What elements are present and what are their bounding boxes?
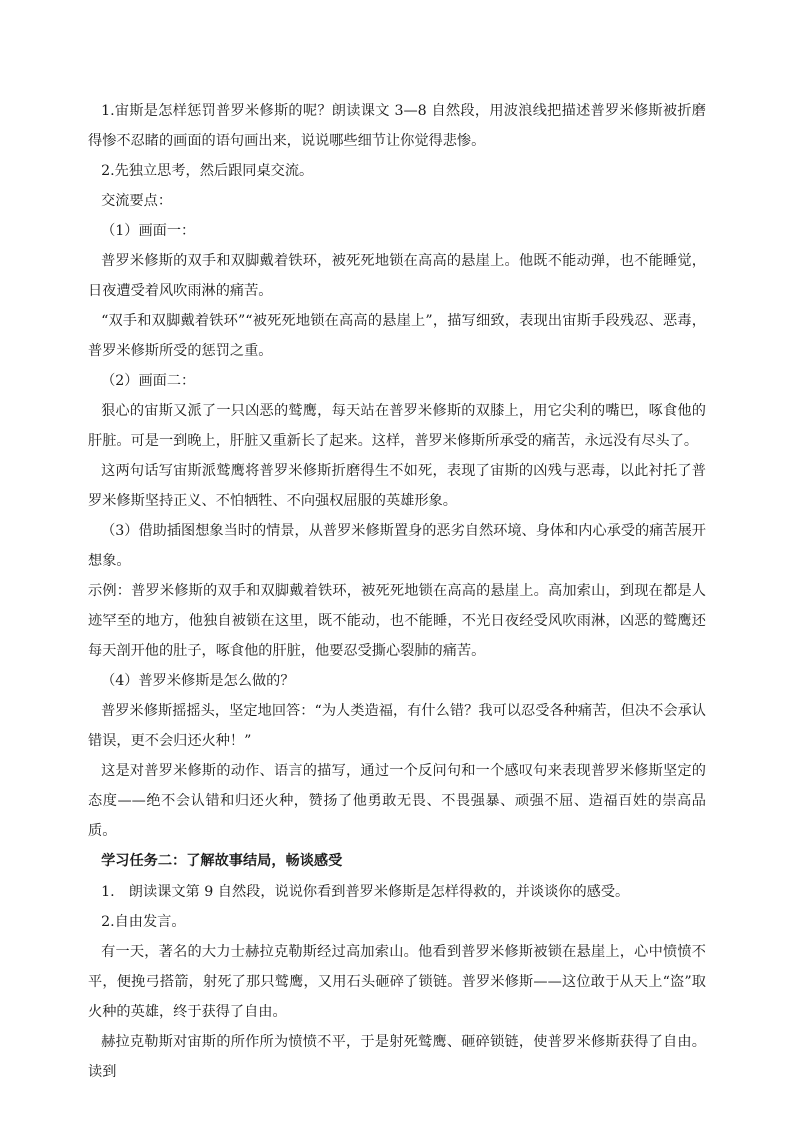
paragraph-question-4: （4）普罗米修斯是怎么做的？ — [101, 673, 295, 689]
paragraph-rescue-analysis: 赫拉克勒斯对宙斯的所作所为愤愤不平，于是射死鹫鹰、砸碎锁链，使普罗米修斯获得了自由。读到 — [88, 1034, 706, 1080]
paragraph-question-1: 1.宙斯是怎样惩罚普罗米修斯的呢？朗读课文 3—8 自然段，用波浪线把描述普罗米修斯被折磨得惨不忍睹的画面的语句画出来，说说哪些细节让你觉得悲惨。 — [88, 103, 706, 149]
paragraph-rescue-story: 有一天，著名的大力士赫拉克勒斯经过高加索山。他看到普罗米修斯被锁在悬崖上，心中愤愤不平，便挽弓搭箭，射死了那只鹫鹰，又用石头砸碎了锁链。普罗米修斯——这位敢于从天上“盗”取火种的英雄，终于获得了自由。 — [88, 944, 706, 1020]
section-heading-task-2: 学习任务二：了解故事结局，畅谈感受 — [101, 853, 343, 869]
paragraph-step-2: 2.先独立思考，然后跟同桌交流。 — [101, 163, 314, 179]
paragraph-scene-2-analysis: 这两句话写宙斯派鹫鹰将普罗米修斯折磨得生不如死，表现了宙斯的凶残与恶毒，以此衬托了普罗米修斯坚持正义、不怕牺牲、不向强权屈服的英雄形象。 — [88, 463, 706, 509]
paragraph-scene-1-label: （1）画面一： — [101, 223, 196, 239]
paragraph-reply-analysis: 这是对普罗米修斯的动作、语言的描写，通过一个反问句和一个感叹句来表现普罗米修斯坚定的态度——绝不会认错和归还火种，赞扬了他勇敢无畏、不畏强暴、顽强不屈、造福百姓的崇高品质。 — [88, 763, 706, 839]
paragraph-example: 示例：普罗米修斯的双手和双脚戴着铁环，被死死地锁在高高的悬崖上。高加索山，到现在都是人迹罕至的地方，他独自被锁在这里，既不能动，也不能睡，不光日夜经受风吹雨淋，凶恶的鹫鹰还每天剖开他的肚子，啄食他的肝脏，他要忍受撕心裂肺的痛苦。 — [88, 583, 706, 659]
paragraph-scene-1-text: 普罗米修斯的双手和双脚戴着铁环，被死死地锁在高高的悬崖上。他既不能动弹，也不能睡觉，日夜遭受着风吹雨淋的痛苦。 — [88, 253, 706, 299]
paragraph-task-2-step-2: 2.自由发言。 — [101, 914, 186, 930]
paragraph-imagine-instruction: （3）借助插图想象当时的情景，从普罗米修斯置身的恶劣自然环境、身体和内心承受的痛苦展开想象。 — [88, 523, 706, 569]
paragraph-scene-2-text: 狠心的宙斯又派了一只凶恶的鹫鹰，每天站在普罗米修斯的双膝上，用它尖利的嘴巴，啄食他的肝脏。可是一到晚上，肝脏又重新长了起来。这样，普罗米修斯所承受的痛苦，永远没有尽头了。 — [88, 403, 706, 449]
paragraph-key-points-label: 交流要点： — [101, 193, 173, 209]
paragraph-scene-2-label: （2）画面二： — [101, 373, 196, 389]
paragraph-scene-1-analysis: “双手和双脚戴着铁环”“被死死地锁在高高的悬崖上”，描写细致，表现出宙斯手段残忍、恶毒，普罗米修斯所受的惩罚之重。 — [88, 313, 706, 359]
paragraph-task-2-step-1: 1. 朗读课文第 9 自然段，说说你看到普罗米修斯是怎样得救的，并谈谈你的感受。 — [101, 884, 630, 900]
paragraph-prometheus-reply: 普罗米修斯摇摇头，坚定地回答：“为人类造福，有什么错？我可以忍受各种痛苦，但决不会承认错误，更不会归还火种！” — [88, 703, 706, 749]
